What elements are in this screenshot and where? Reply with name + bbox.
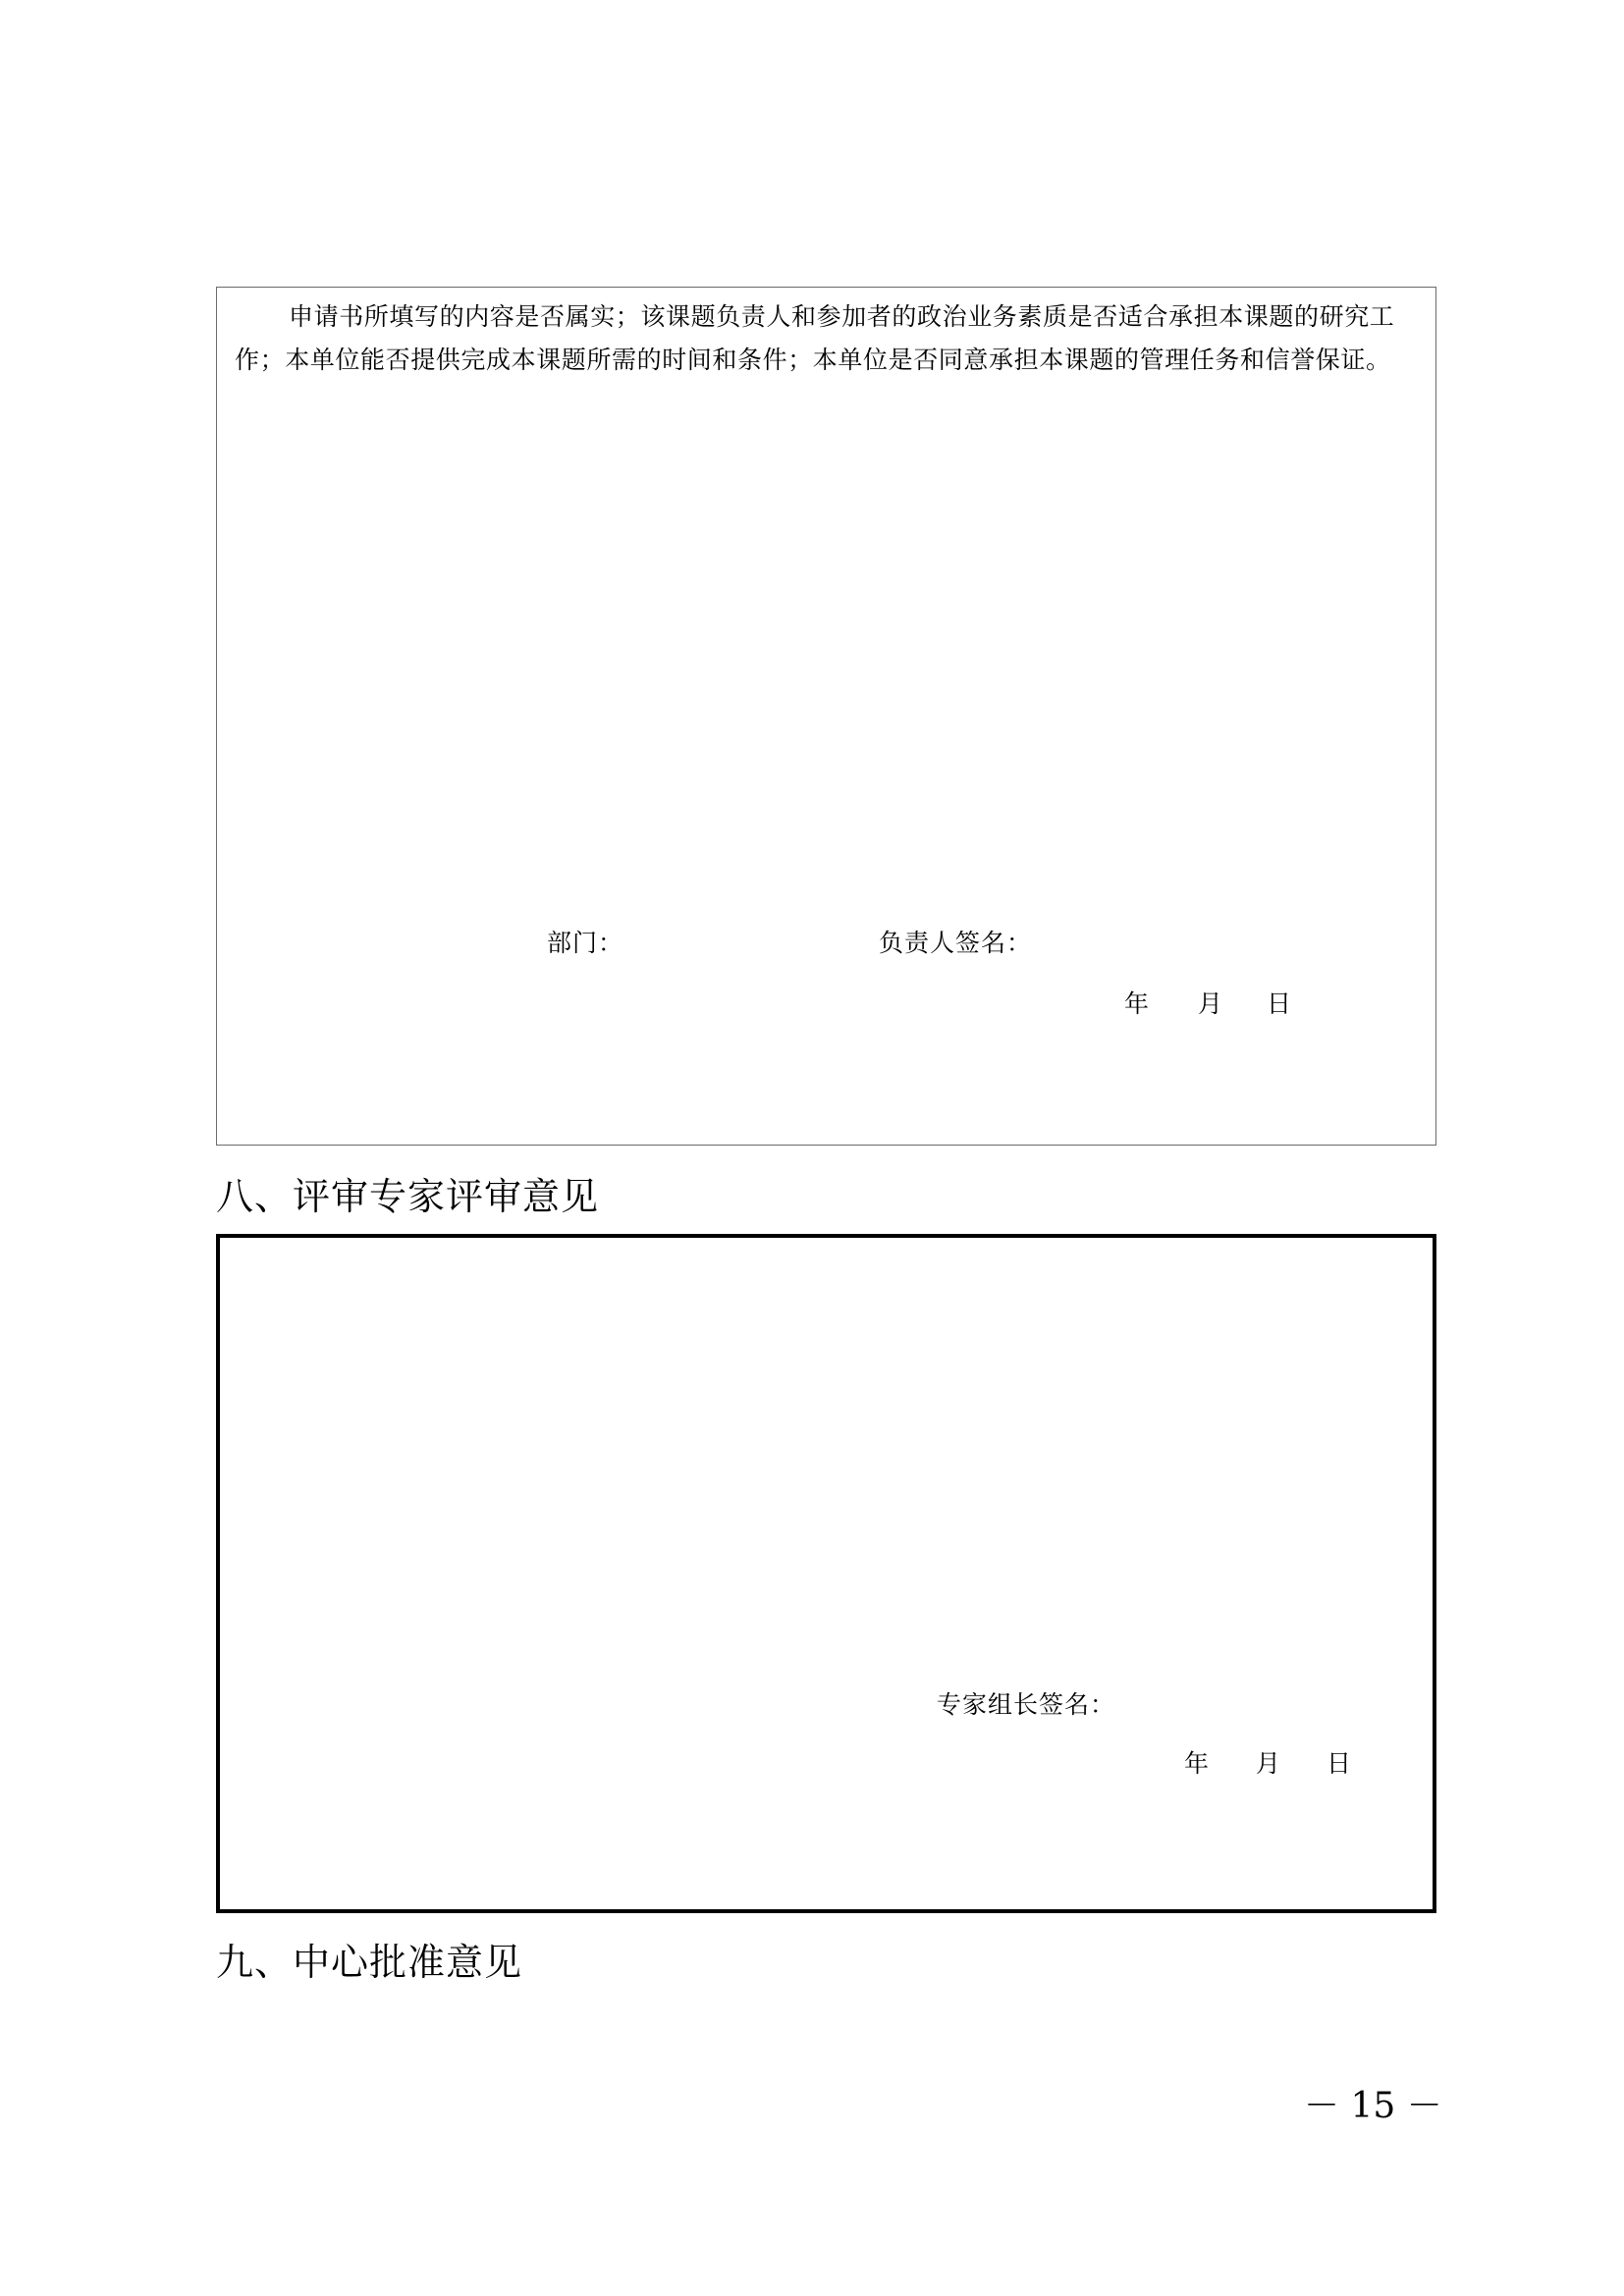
section-8-heading: 八、评审专家评审意见 <box>216 1175 600 1218</box>
date-day-label: 日 <box>1267 989 1293 1018</box>
date-month-label: 月 <box>1198 989 1224 1018</box>
unit-opinion-instructions: 申请书所填写的内容是否属实；该课题负责人和参加者的政治业务素质是否适合承担本课题的研究工作；本单位能否提供完成本课题所需的时间和条件；本单位是否同意承担本课题的管理任务和信誉保证。 <box>235 302 1395 374</box>
unit-opinion-box <box>216 287 1436 1146</box>
expert-leader-signature-label: 专家组长签名： <box>937 1690 1116 1719</box>
leader-signature-label: 负责人签名： <box>879 929 1033 957</box>
section-9-heading: 九、中心批准意见 <box>216 1941 523 1984</box>
expert-date-day-label: 日 <box>1326 1749 1353 1778</box>
expert-review-box <box>216 1234 1436 1913</box>
date-year-label: 年 <box>1124 989 1151 1018</box>
department-label: 部门： <box>547 929 624 957</box>
expert-date-year-label: 年 <box>1184 1749 1211 1778</box>
page-number: － 15 － <box>1304 2086 1442 2126</box>
expert-date-month-label: 月 <box>1256 1749 1282 1778</box>
